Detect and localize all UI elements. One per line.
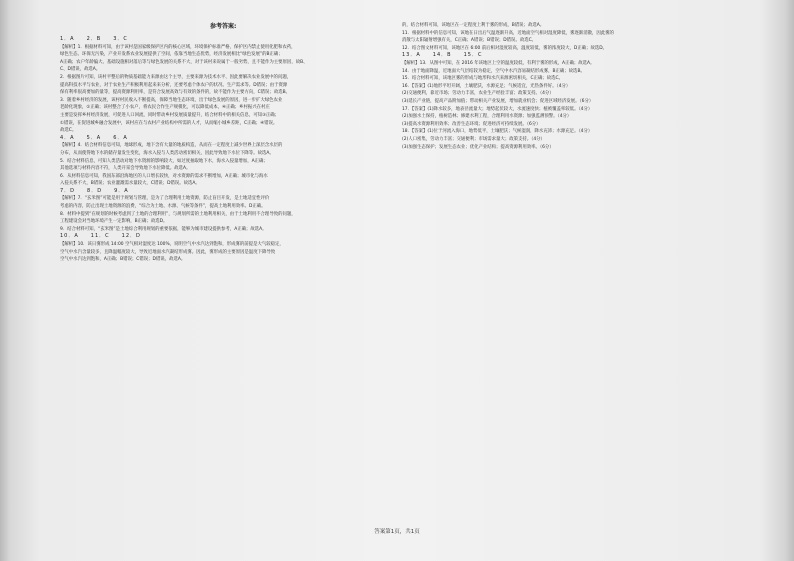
explanation-line: 考虑的内容，防止出现土地资源的浪费，“综合为土地、水源、气候等条件”，提高土地利用效率。D正确。 [60, 204, 266, 210]
left-column [60, 22, 390, 264]
explanation-line: (3)延长产业链，提高产品附加值；带动相关产业发展，增加就业机会；促进区域经济发展。（6分） [402, 98, 594, 104]
explanation-line: 16．【答案】(1)地形平坦开阔，土壤肥沃，水源充足；气候适宜，光热条件好。（4分） [402, 83, 571, 89]
explanation-line: 14．由于地面降温，近地面大气层结较为稳定，空气中水汽容易凝结形成雾，B正确；故选B。 [402, 68, 585, 74]
explanation-line: (2)人口密集，劳动力丰富；交通便利；市场需求量大；政策支持。（4分） [402, 136, 545, 142]
explanation-line: 【解析】7．“玄米图”可能是用于规划与管理，是为了合理利用土地资源，防止盲目开发，是土地适宜性评价 [60, 196, 270, 202]
explanation-line: 3．随着乡村经济的发展，该村村民收入不断提高，保障当地生态环境，出于绿色发展的原因，进一步扩大绿色农业 [60, 97, 283, 103]
answer-key-line: 1．A 2．B 3．C [60, 36, 128, 42]
explanation-line: 17．【答案】(1)降水较多，地表径流量大；地势起伏较大，水流速度快；植被覆盖率较低。（4分） [402, 106, 593, 112]
explanation-line: 的，结合材料可知，该地区在一定程度上利于雾的形成，B错误；故选A。 [402, 23, 545, 28]
explanation-line: 空气中水汽含量较多，且降温幅度较大，导致近地面水汽凝结形成雾。因此，雾形成的主要原因是温度下降导致 [60, 249, 276, 255]
page-title: 参考答案: [210, 23, 237, 30]
explanation-line: 【解析】10．该日雾形成 14:00 空气相对湿度达 100%，说明空气中水汽达到饱和，形成雾的前提是大气较稳定， [60, 242, 284, 248]
page-footer: 答案第1页，共1页 [374, 529, 420, 535]
explanation-line: 老龄化现象，②正确；该村整合了小农户，将农民合作生产规模化，可以降低成本，④正确；乡村振兴在村庄 [60, 105, 270, 111]
explanation-line: 【解析】1．根据材料可知，由于该村是国家级保护区内的核心区域，环境保护标准严格，保护区内禁止使用化肥和农药， [60, 44, 296, 50]
explanation-line: 11．根据材料中的信息可知，该地在日出后气温逐渐升高，近地面空气相对湿度降低，雾逐渐消散，因此雾的 [402, 30, 614, 36]
explanation-line: 【解析】4．结合材料信息可知，地球形成，地下含有大量的地质构造，从而在一定程度上减少世界上深层含水层的 [60, 143, 283, 149]
explanation-line: 15．结合材料可知，该地区雾的形成与地形和水汽来源密切相关，C正确；故选C。 [402, 76, 564, 82]
explanation-line: A正确；农户年龄偏大、基础设施相对落后等与绿色发展的关系不大，对于该村来说属于一般劣势，且不能作为主要原因，故B、 [60, 59, 308, 65]
explanation-line: 12．结合图文材料可知，该地区在 6:00 前后相对湿度较高，温度较低，雾的浓度较大，D正确；故选D。 [402, 45, 608, 51]
explanation-line: 9．结合材料可知，“玄米图”是土地综合利用规划的重要依据，能够为城市建设提供参考，A正确；故选A。 [60, 226, 267, 232]
right-column-text [402, 22, 747, 151]
explanation-line: 消散与太阳辐射增强有关，C正确；A错误；B错误；D错误。故选C。 [402, 38, 537, 44]
answer-page [52, 22, 772, 547]
explanation-line: 空气中水汽达到饱和，A正确；B错误；C错误；D错误。故选A。 [60, 257, 186, 263]
explanation-line: 保有利率很高要加的量等，提高资源利用率，是符合发展高效与有效的条件的，故不能作为主要方向，C错误；故选B。 [60, 90, 291, 96]
explanation-line: ①错误，在促进城乡融合发展中，该村应在与农村产业结构中所需的人才，从而缩小城乡差距，C正确；④错误。 [60, 120, 278, 126]
explanation-line: 5．结合材料信息，可知人类活动对地下水资源的影响较大，如过度抽取地下水，海水入侵量增加，A正确； [60, 158, 268, 164]
answer-key-line: 13．A 14．B 15．C [402, 52, 483, 59]
explanation-line: 入侵关系不大，B错误；农业灌溉需水量较大，C错误；D错误。故选A。 [60, 181, 200, 187]
explanation-line: 故选C。 [60, 128, 77, 134]
left-column-text [60, 36, 390, 264]
right-column [402, 22, 747, 151]
explanation-line: 分布，从而使得地下水的储存量发生变化，海水入侵与人类活动密切相关，因此导致地下水位下降等。故选A。 [60, 150, 274, 156]
explanation-line: (3)加强生态保护；发展生态农业；优化产业结构；提高资源利用效率。（6分） [402, 144, 554, 150]
explanation-line: 其他选项与材料内容不符，人类开采会导致地下水位降低。故选A。 [60, 166, 191, 172]
explanation-line: (2)交通便利，靠近市场；劳动力丰富，农业生产经验丰富；政策支持。（4分） [402, 91, 554, 97]
answer-key-line: 7．D 8．D 9．A [60, 187, 129, 194]
explanation-line: (2)加强水土保持，植树造林；修建水利工程，合理利用水资源；加强监测预警。（4分） [402, 114, 572, 120]
explanation-line: (3)提高水资源利用效率；改善生态环境；促进经济可持续发展。（6分） [402, 121, 541, 127]
explanation-line: 【解析】13．从图中可知，在 2016 年该地区上空的温度较低，有利于雾的形成，A正确；故选A。 [402, 60, 595, 66]
answer-key-line: 10．A 11．C 12．D [60, 233, 141, 240]
explanation-line: 主要是发挥乡村经济发展，可促进人口回流，同时带动乡村发展质量提升，结合材料中的相关信息，可知③正确； [60, 112, 280, 118]
explanation-line: 2．根据图片可知，该村平整后的物质基础能力来源由这个主导，主要来源为技术水平、因此要解决农业发展中的问题， [60, 74, 292, 80]
explanation-line: 提高科技水平与农业，对于农业生产积极利用起来来分析，还要考虑个体农户的状况、生产需求等。D错误；由于资源 [60, 82, 288, 88]
answer-key-line: 4．A 5．A 6．A [60, 134, 128, 141]
explanation-line: 8．材料中提到“在规划的时候考虑到了土地的合理利用”，与规划所需的土地利用相关，由于土地利用不合理导致的问题， [60, 211, 296, 217]
explanation-line: 18．【答案】(1)位于河流入海口，地势低平，土壤肥沃；气候湿润，降水充沛；水源充足。（4分） [402, 129, 593, 135]
explanation-line: 工程建设会对当地环境产生一定影响，B正确；故选D。 [60, 219, 168, 225]
explanation-line: 绿色生态、环保无污染，产业开发系农业发展提供了空间，依靠当地生态优势，经济发展相比“绿色发展”的B正确； [60, 52, 283, 58]
explanation-line: 6．从材料信息可知，我国东部沿海地区的人口增长较快，对水资源的需求不断增加，A正确；城市化与海水 [60, 173, 268, 179]
explanation-line: C、D错误，故选A。 [60, 67, 101, 73]
